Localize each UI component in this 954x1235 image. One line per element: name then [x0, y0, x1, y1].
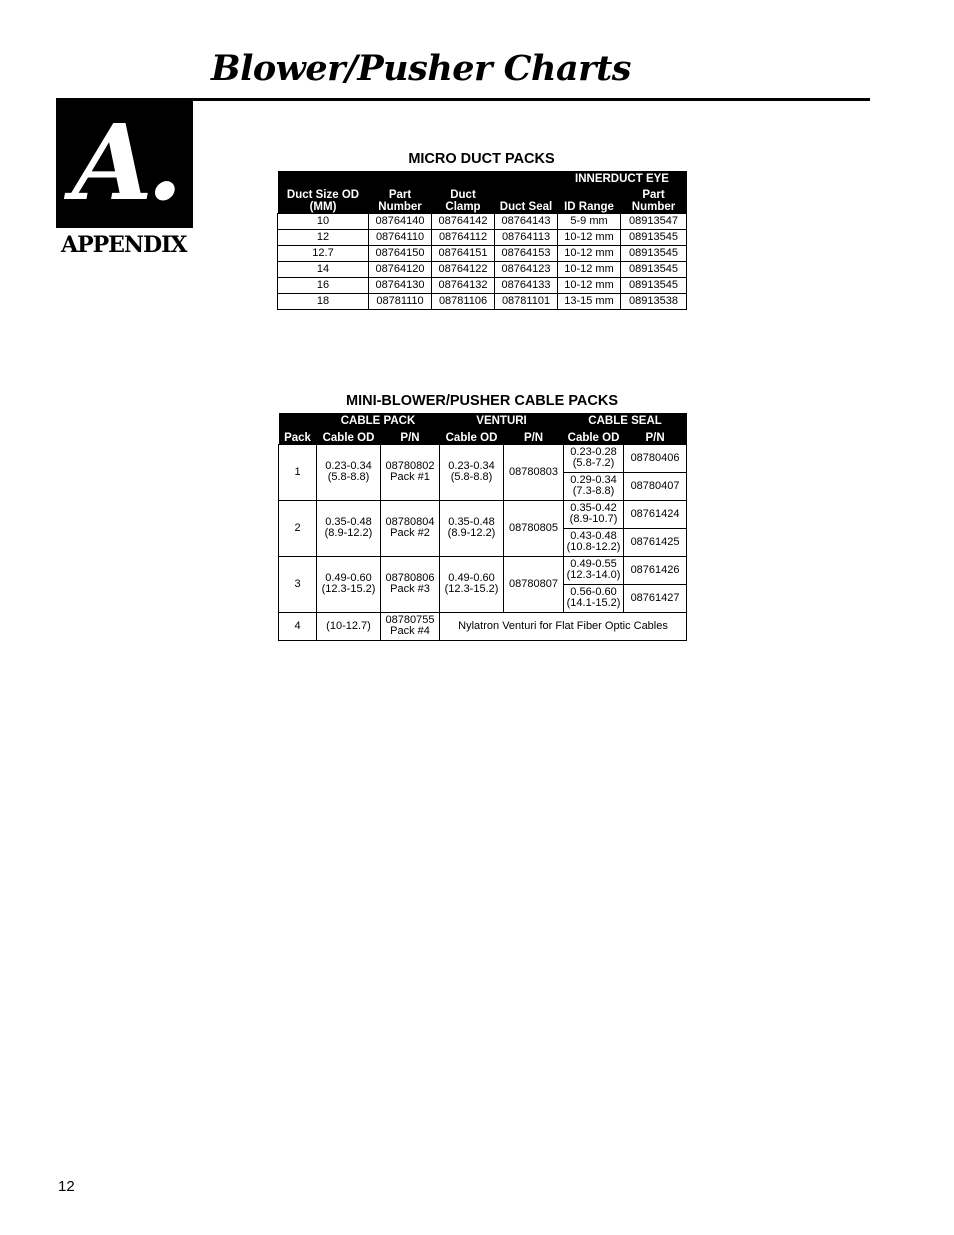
- table-cell: 08764120: [369, 261, 432, 277]
- cable-pn: 08780802 Pack #1: [381, 444, 440, 500]
- table-cell: 10-12 mm: [558, 277, 621, 293]
- micro-group-header: INNERDUCT EYE: [558, 171, 687, 185]
- table-cell: 08764140: [369, 213, 432, 229]
- seal-od: 0.23-0.28 (5.8-7.2): [564, 444, 624, 472]
- pack-number: 3: [279, 556, 317, 612]
- table-cell: 08781106: [432, 293, 495, 309]
- mini-table-title: MINI-BLOWER/PUSHER CABLE PACKS: [345, 393, 618, 409]
- table-cell: 08764110: [369, 229, 432, 245]
- table-cell: 08764153: [495, 245, 558, 261]
- micro-header-id-range: ID Range: [558, 185, 621, 213]
- table-cell: 13-15 mm: [558, 293, 621, 309]
- mini-group-cable-pack: CABLE PACK: [317, 413, 440, 427]
- table-cell: 08781110: [369, 293, 432, 309]
- venturi-pn: 08780805: [504, 500, 564, 556]
- micro-header-duct-clamp: Duct Clamp: [432, 185, 495, 213]
- table-row: [279, 500, 687, 528]
- table-cell: 10-12 mm: [558, 229, 621, 245]
- venturi-od: 0.23-0.34 (5.8-8.8): [440, 444, 504, 500]
- table-cell: 08764132: [432, 277, 495, 293]
- table-cell: 14: [278, 261, 369, 277]
- table-cell: 10-12 mm: [558, 245, 621, 261]
- mini-header-seal-od: Cable OD: [564, 427, 624, 444]
- table-cell: 08913538: [621, 293, 687, 309]
- table-cell: 08764143: [495, 213, 558, 229]
- micro-group-blank: [278, 171, 558, 185]
- pack-number: 4: [279, 612, 317, 640]
- mini-group-blank: [279, 413, 317, 427]
- pack4-note: Nylatron Venturi for Flat Fiber Optic Cables: [440, 612, 687, 640]
- seal-pn: 08761425: [624, 528, 687, 556]
- table-cell: 08764130: [369, 277, 432, 293]
- table-cell: 08913545: [621, 277, 687, 293]
- table-cell: 08764113: [495, 229, 558, 245]
- mini-blower-table: [278, 413, 687, 641]
- seal-pn: 08761427: [624, 584, 687, 612]
- seal-pn: 08780406: [624, 444, 687, 472]
- table-cell: 08781101: [495, 293, 558, 309]
- mini-header-seal-pn: P/N: [624, 427, 687, 444]
- mini-header-pn: P/N: [381, 427, 440, 444]
- table-cell: 08764133: [495, 277, 558, 293]
- mini-header-cable-od: Cable OD: [317, 427, 381, 444]
- section-label: APPENDIX: [61, 232, 187, 258]
- table-row: [278, 213, 687, 229]
- table-cell: 08764150: [369, 245, 432, 261]
- table-row: [278, 293, 687, 309]
- table-row: [278, 261, 687, 277]
- venturi-od: 0.49-0.60 (12.3-15.2): [440, 556, 504, 612]
- micro-table-title: MICRO DUCT PACKS: [408, 151, 555, 167]
- table-cell: 16: [278, 277, 369, 293]
- cable-pn: 08780804 Pack #2: [381, 500, 440, 556]
- micro-header-duct-size: Duct Size OD (MM): [278, 185, 369, 213]
- cable-od: (10-12.7): [317, 612, 381, 640]
- seal-pn: 08761424: [624, 500, 687, 528]
- table-cell: 08913547: [621, 213, 687, 229]
- table-cell: 08913545: [621, 261, 687, 277]
- table-cell: 08764151: [432, 245, 495, 261]
- pack-number: 1: [279, 444, 317, 500]
- table-cell: 5-9 mm: [558, 213, 621, 229]
- micro-header-eye-part-number: Part Number: [621, 185, 687, 213]
- cable-od: 0.49-0.60 (12.3-15.2): [317, 556, 381, 612]
- table-cell: 18: [278, 293, 369, 309]
- seal-pn: 08780407: [624, 472, 687, 500]
- pack-number: 2: [279, 500, 317, 556]
- table-cell: 08764122: [432, 261, 495, 277]
- table-cell: 12.7: [278, 245, 369, 261]
- cable-od: 0.23-0.34 (5.8-8.8): [317, 444, 381, 500]
- mini-header-pack: Pack: [279, 427, 317, 444]
- mini-group-venturi: VENTURI: [440, 413, 564, 427]
- seal-od: 0.35-0.42 (8.9-10.7): [564, 500, 624, 528]
- micro-duct-table: [277, 171, 687, 310]
- page-title: Blower/Pusher Charts: [211, 48, 631, 89]
- cable-pn: 08780755 Pack #4: [381, 612, 440, 640]
- cable-pn: 08780806 Pack #3: [381, 556, 440, 612]
- table-row: [279, 556, 687, 584]
- table-cell: 08764112: [432, 229, 495, 245]
- micro-header-part-number: Part Number: [369, 185, 432, 213]
- table-cell: 12: [278, 229, 369, 245]
- section-letter-block: A.: [56, 98, 193, 228]
- mini-header-venturi-od: Cable OD: [440, 427, 504, 444]
- mini-group-cable-seal: CABLE SEAL: [564, 413, 687, 427]
- page-number: 12: [58, 1178, 75, 1195]
- table-cell: 10: [278, 213, 369, 229]
- micro-header-duct-seal: Duct Seal: [495, 185, 558, 213]
- table-row: [278, 245, 687, 261]
- seal-od: 0.29-0.34 (7.3-8.8): [564, 472, 624, 500]
- table-cell: 10-12 mm: [558, 261, 621, 277]
- title-rule: [193, 98, 870, 101]
- mini-header-venturi-pn: P/N: [504, 427, 564, 444]
- table-row: [279, 444, 687, 472]
- table-row: [278, 229, 687, 245]
- seal-pn: 08761426: [624, 556, 687, 584]
- table-cell: 08913545: [621, 245, 687, 261]
- venturi-od: 0.35-0.48 (8.9-12.2): [440, 500, 504, 556]
- table-cell: 08764142: [432, 213, 495, 229]
- seal-od: 0.56-0.60 (14.1-15.2): [564, 584, 624, 612]
- venturi-pn: 08780803: [504, 444, 564, 500]
- seal-od: 0.49-0.55 (12.3-14.0): [564, 556, 624, 584]
- table-cell: 08764123: [495, 261, 558, 277]
- table-row: [278, 277, 687, 293]
- seal-od: 0.43-0.48 (10.8-12.2): [564, 528, 624, 556]
- table-cell: 08913545: [621, 229, 687, 245]
- table-row: [279, 612, 687, 640]
- cable-od: 0.35-0.48 (8.9-12.2): [317, 500, 381, 556]
- venturi-pn: 08780807: [504, 556, 564, 612]
